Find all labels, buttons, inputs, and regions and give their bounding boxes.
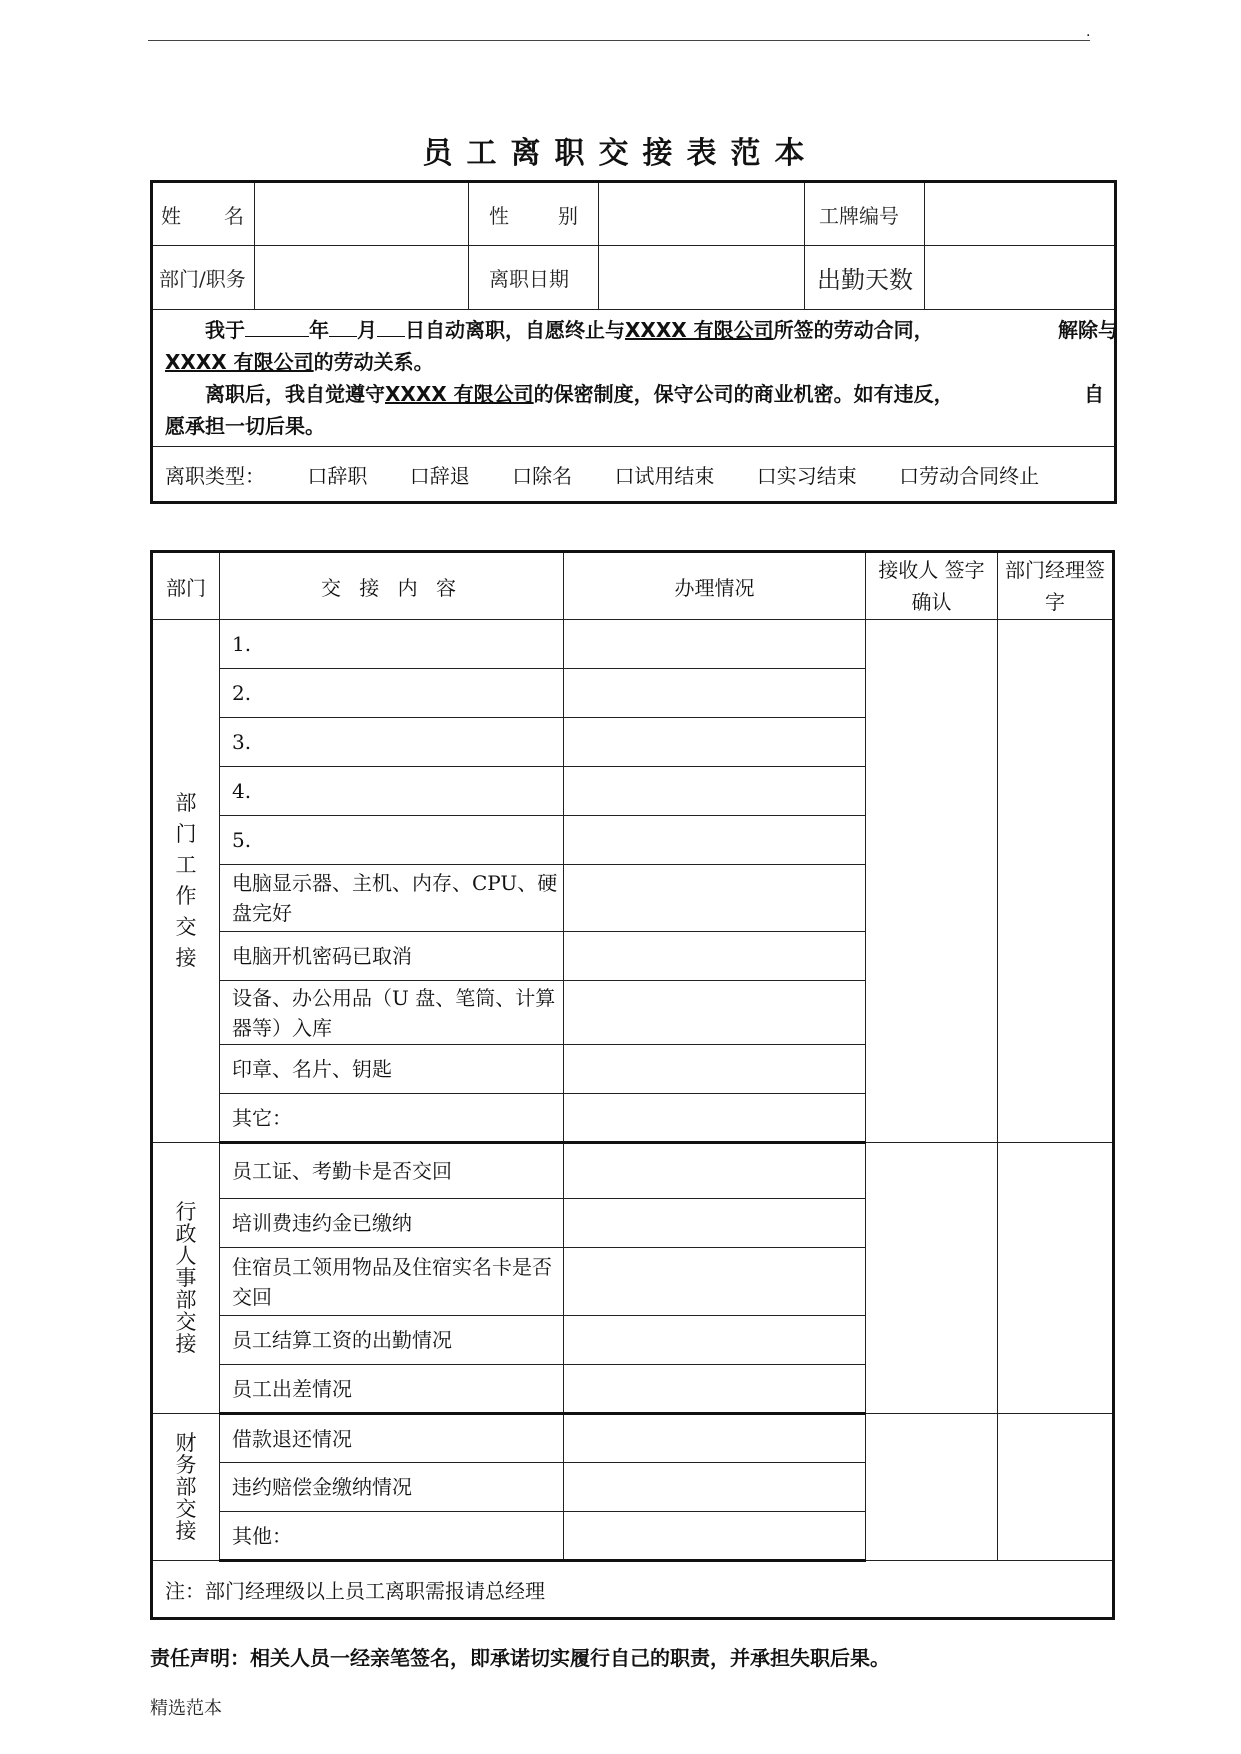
receiver-sign-cell[interactable] <box>866 620 998 1143</box>
status-cell[interactable] <box>564 816 866 865</box>
list-item: 员工证、考勤卡是否交回 <box>220 1143 564 1199</box>
section-admin-hr-label: 行政人事部交接 <box>152 1143 220 1414</box>
leave-date-field[interactable] <box>599 246 805 310</box>
month-blank[interactable] <box>329 316 357 337</box>
list-item: 3. <box>220 718 564 767</box>
manager-sign-cell[interactable] <box>998 1143 1114 1414</box>
manager-sign-cell[interactable] <box>998 1414 1114 1561</box>
manager-sign-cell[interactable] <box>998 620 1114 1143</box>
attendance-days-field[interactable] <box>925 246 1116 310</box>
list-item: 设备、办公用品（U 盘、笔筒、计算器等）入库 <box>220 981 564 1045</box>
list-item: 住宿员工领用物品及住宿实名卡是否交回 <box>220 1248 564 1316</box>
name-label: 姓 名 <box>152 182 255 246</box>
list-item: 电脑显示器、主机、内存、CPU、硬盘完好 <box>220 865 564 932</box>
company-name: XXXX 有限公司 <box>165 350 314 374</box>
col-header-manager: 部门经理签字 <box>998 552 1114 620</box>
handover-table <box>150 550 1115 1620</box>
leave-type-row <box>152 447 1116 503</box>
col-header-dept: 部门 <box>152 552 220 620</box>
status-cell[interactable] <box>564 1199 866 1248</box>
leave-type-contract-end[interactable]: 口劳动合同终止 <box>899 463 1040 488</box>
leave-type-internship-end[interactable]: 口实习结束 <box>756 463 857 488</box>
status-cell[interactable] <box>564 1045 866 1094</box>
company-name: XXXX 有限公司 <box>385 382 534 406</box>
status-cell[interactable] <box>564 981 866 1045</box>
col-header-content: 交 接 内 容 <box>220 552 564 620</box>
day-blank[interactable] <box>377 316 405 337</box>
leave-type-resign[interactable]: 口辞职 <box>307 463 368 488</box>
list-item: 电脑开机密码已取消 <box>220 932 564 981</box>
col-header-receiver: 接收人 签字确认 <box>866 552 998 620</box>
gender-label: 性 别 <box>469 182 599 246</box>
status-cell[interactable] <box>564 1512 866 1561</box>
list-item: 培训费违约金已缴纳 <box>220 1199 564 1248</box>
receiver-sign-cell[interactable] <box>866 1414 998 1561</box>
year-blank[interactable] <box>245 316 309 337</box>
attendance-days-label: 出勤天数 <box>805 246 925 310</box>
status-cell[interactable] <box>564 1316 866 1365</box>
page-title: 员工离职交接表范本 <box>422 136 819 171</box>
status-cell[interactable] <box>564 620 866 669</box>
leave-type-probation-end[interactable]: 口试用结束 <box>614 463 715 488</box>
status-cell[interactable] <box>564 669 866 718</box>
badge-number-label: 工牌编号 <box>805 182 925 246</box>
leave-date-label: 离职日期 <box>469 246 599 310</box>
status-cell[interactable] <box>564 932 866 981</box>
list-item: 借款退还情况 <box>220 1414 564 1463</box>
status-cell[interactable] <box>564 1248 866 1316</box>
status-cell[interactable] <box>564 1414 866 1463</box>
leave-type-expelled[interactable]: 口除名 <box>512 463 573 488</box>
dept-position-field[interactable] <box>255 246 469 310</box>
section-dept-work-label: 部门工作交接 <box>152 620 220 1143</box>
name-field[interactable] <box>255 182 469 246</box>
top-rule <box>148 40 1090 41</box>
col-header-status: 办理情况 <box>564 552 866 620</box>
footer-label: 精选范本 <box>150 1698 222 1719</box>
section-finance-label: 财务部交接 <box>152 1414 220 1561</box>
manager-note: 注：部门经理级以上员工离职需报请总经理 <box>152 1561 1114 1619</box>
status-cell[interactable] <box>564 1365 866 1414</box>
status-cell[interactable] <box>564 1463 866 1512</box>
responsibility-statement: 责任声明：相关人员一经亲笔签名，即承诺切实履行自己的职责，并承担失职后果。 <box>150 1646 890 1670</box>
leave-type-label: 离职类型： <box>165 463 265 488</box>
list-item: 员工出差情况 <box>220 1365 564 1414</box>
dept-position-label: 部门/职务 <box>152 246 255 310</box>
status-cell[interactable] <box>564 1094 866 1143</box>
list-item: 员工结算工资的出勤情况 <box>220 1316 564 1365</box>
list-item: 1. <box>220 620 564 669</box>
leave-type-dismissed[interactable]: 口辞退 <box>409 463 470 488</box>
status-cell[interactable] <box>564 718 866 767</box>
list-item: 违约赔偿金缴纳情况 <box>220 1463 564 1512</box>
list-item: 印章、名片、钥匙 <box>220 1045 564 1094</box>
badge-number-field[interactable] <box>925 182 1116 246</box>
list-item: 2. <box>220 669 564 718</box>
status-cell[interactable] <box>564 865 866 932</box>
receiver-sign-cell[interactable] <box>866 1143 998 1414</box>
list-item: 其它： <box>220 1094 564 1143</box>
status-cell[interactable] <box>564 1143 866 1199</box>
resignation-declaration: 我于 年 月 日自动离职，自愿终止与XXXX 有限公司所签的劳动合同， 解除与 XXXX 有限公司的劳动关系。 离职后，我自觉遵守XXXX 有限公司的保密制度，保守公司的商业机密。如有违反， 自 愿承担一切后果。 <box>152 310 1116 447</box>
header-dot: . <box>1086 24 1091 40</box>
employee-info-table <box>150 180 1117 504</box>
status-cell[interactable] <box>564 767 866 816</box>
list-item: 其他： <box>220 1512 564 1561</box>
list-item: 4. <box>220 767 564 816</box>
list-item: 5. <box>220 816 564 865</box>
gender-field[interactable] <box>599 182 805 246</box>
company-name: XXXX 有限公司 <box>625 318 774 342</box>
